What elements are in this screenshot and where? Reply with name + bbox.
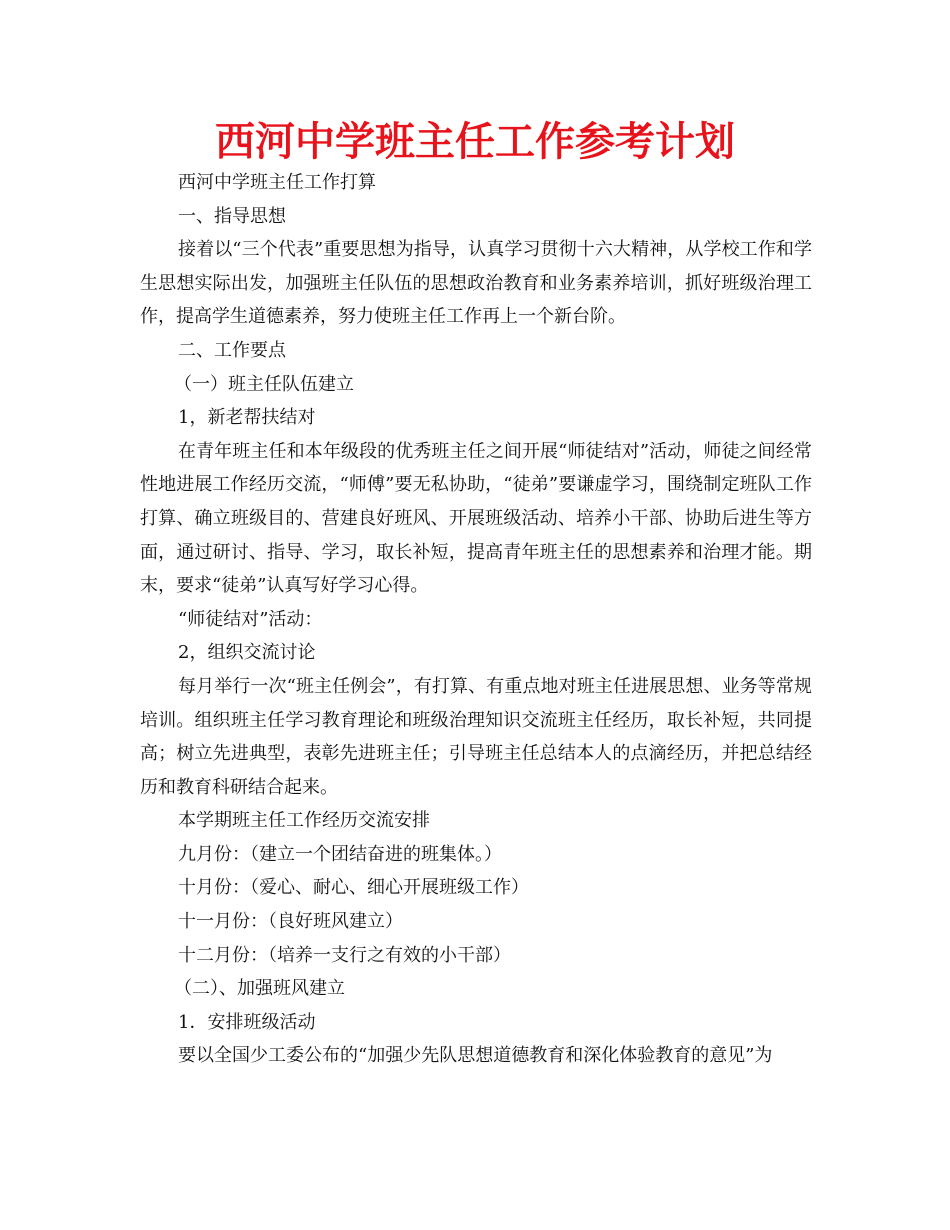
paragraph: 每月举行一次“班主任例会”，有打算、有重点地对班主任进展思想、业务等常规培训。组织班主任学习教育理论和班级治理知识交流班主任经历，取长补短，共同提高；树立先进典型，表彰先进班主任；引导班主任总结本人的点滴经历，并把总结经历和教育科研结合起来。 bbox=[140, 675, 812, 798]
subsection-heading: （一）班主任队伍建立 bbox=[174, 373, 354, 395]
subsection-heading: （二）、加强班风建立 bbox=[174, 978, 345, 1000]
schedule-item: 九月份：（建立一个团结奋进的班集体。） bbox=[178, 843, 502, 865]
schedule-item: 十一月份：（良好班风建立） bbox=[178, 911, 403, 933]
section-heading: 一、指导思想 bbox=[178, 205, 286, 227]
paragraph: 在青年班主任和本年级段的优秀班主任之间开展“师徒结对”活动，师徒之间经常性地进展工作经历交流，“师傅”要无私协助，“徒弟”要谦虚学习，围绕制定班队工作打算、确立班级目的、营建良好班风、开展班级活动、培养小干部、协助后进生等方面，通过研讨、指导、学习，取长补短，提高青年班主任的思想素养和治理才能。期末，要求“徒弟”认真写好学习心得。 bbox=[140, 440, 812, 597]
section-heading: 二、工作要点 bbox=[178, 339, 286, 361]
item-heading: 1．安排班级活动 bbox=[178, 1011, 316, 1033]
text-line: 西河中学班主任工作打算 bbox=[178, 172, 376, 193]
item-heading: 1，新老帮扶结对 bbox=[178, 407, 316, 429]
document-title: 西河中学班主任工作参考计划 bbox=[215, 119, 735, 165]
item-heading: 2，组织交流讨论 bbox=[178, 642, 316, 664]
schedule-item: 十月份：（爱心、耐心、细心开展班级工作） bbox=[178, 877, 529, 899]
paragraph: 要以全国少工委公布的“加强少先队思想道德教育和深化体验教育的意见”为 bbox=[178, 1045, 773, 1067]
text-line: “师徒结对”活动： bbox=[178, 608, 323, 630]
document-body bbox=[140, 166, 812, 1073]
paragraph: 接着以“三个代表”重要思想为指导，认真学习贯彻十六大精神，从学校工作和学生思想实际出发，加强班主任队伍的思想政治教育和业务素养培训，抓好班级治理工作，提高学生道德素养，努力使班主任工作再上一个新台阶。 bbox=[140, 239, 812, 328]
text-line: 本学期班主任工作经历交流安排 bbox=[178, 810, 430, 832]
schedule-item: 十二月份：（培养一支行之有效的小干部） bbox=[178, 944, 511, 966]
